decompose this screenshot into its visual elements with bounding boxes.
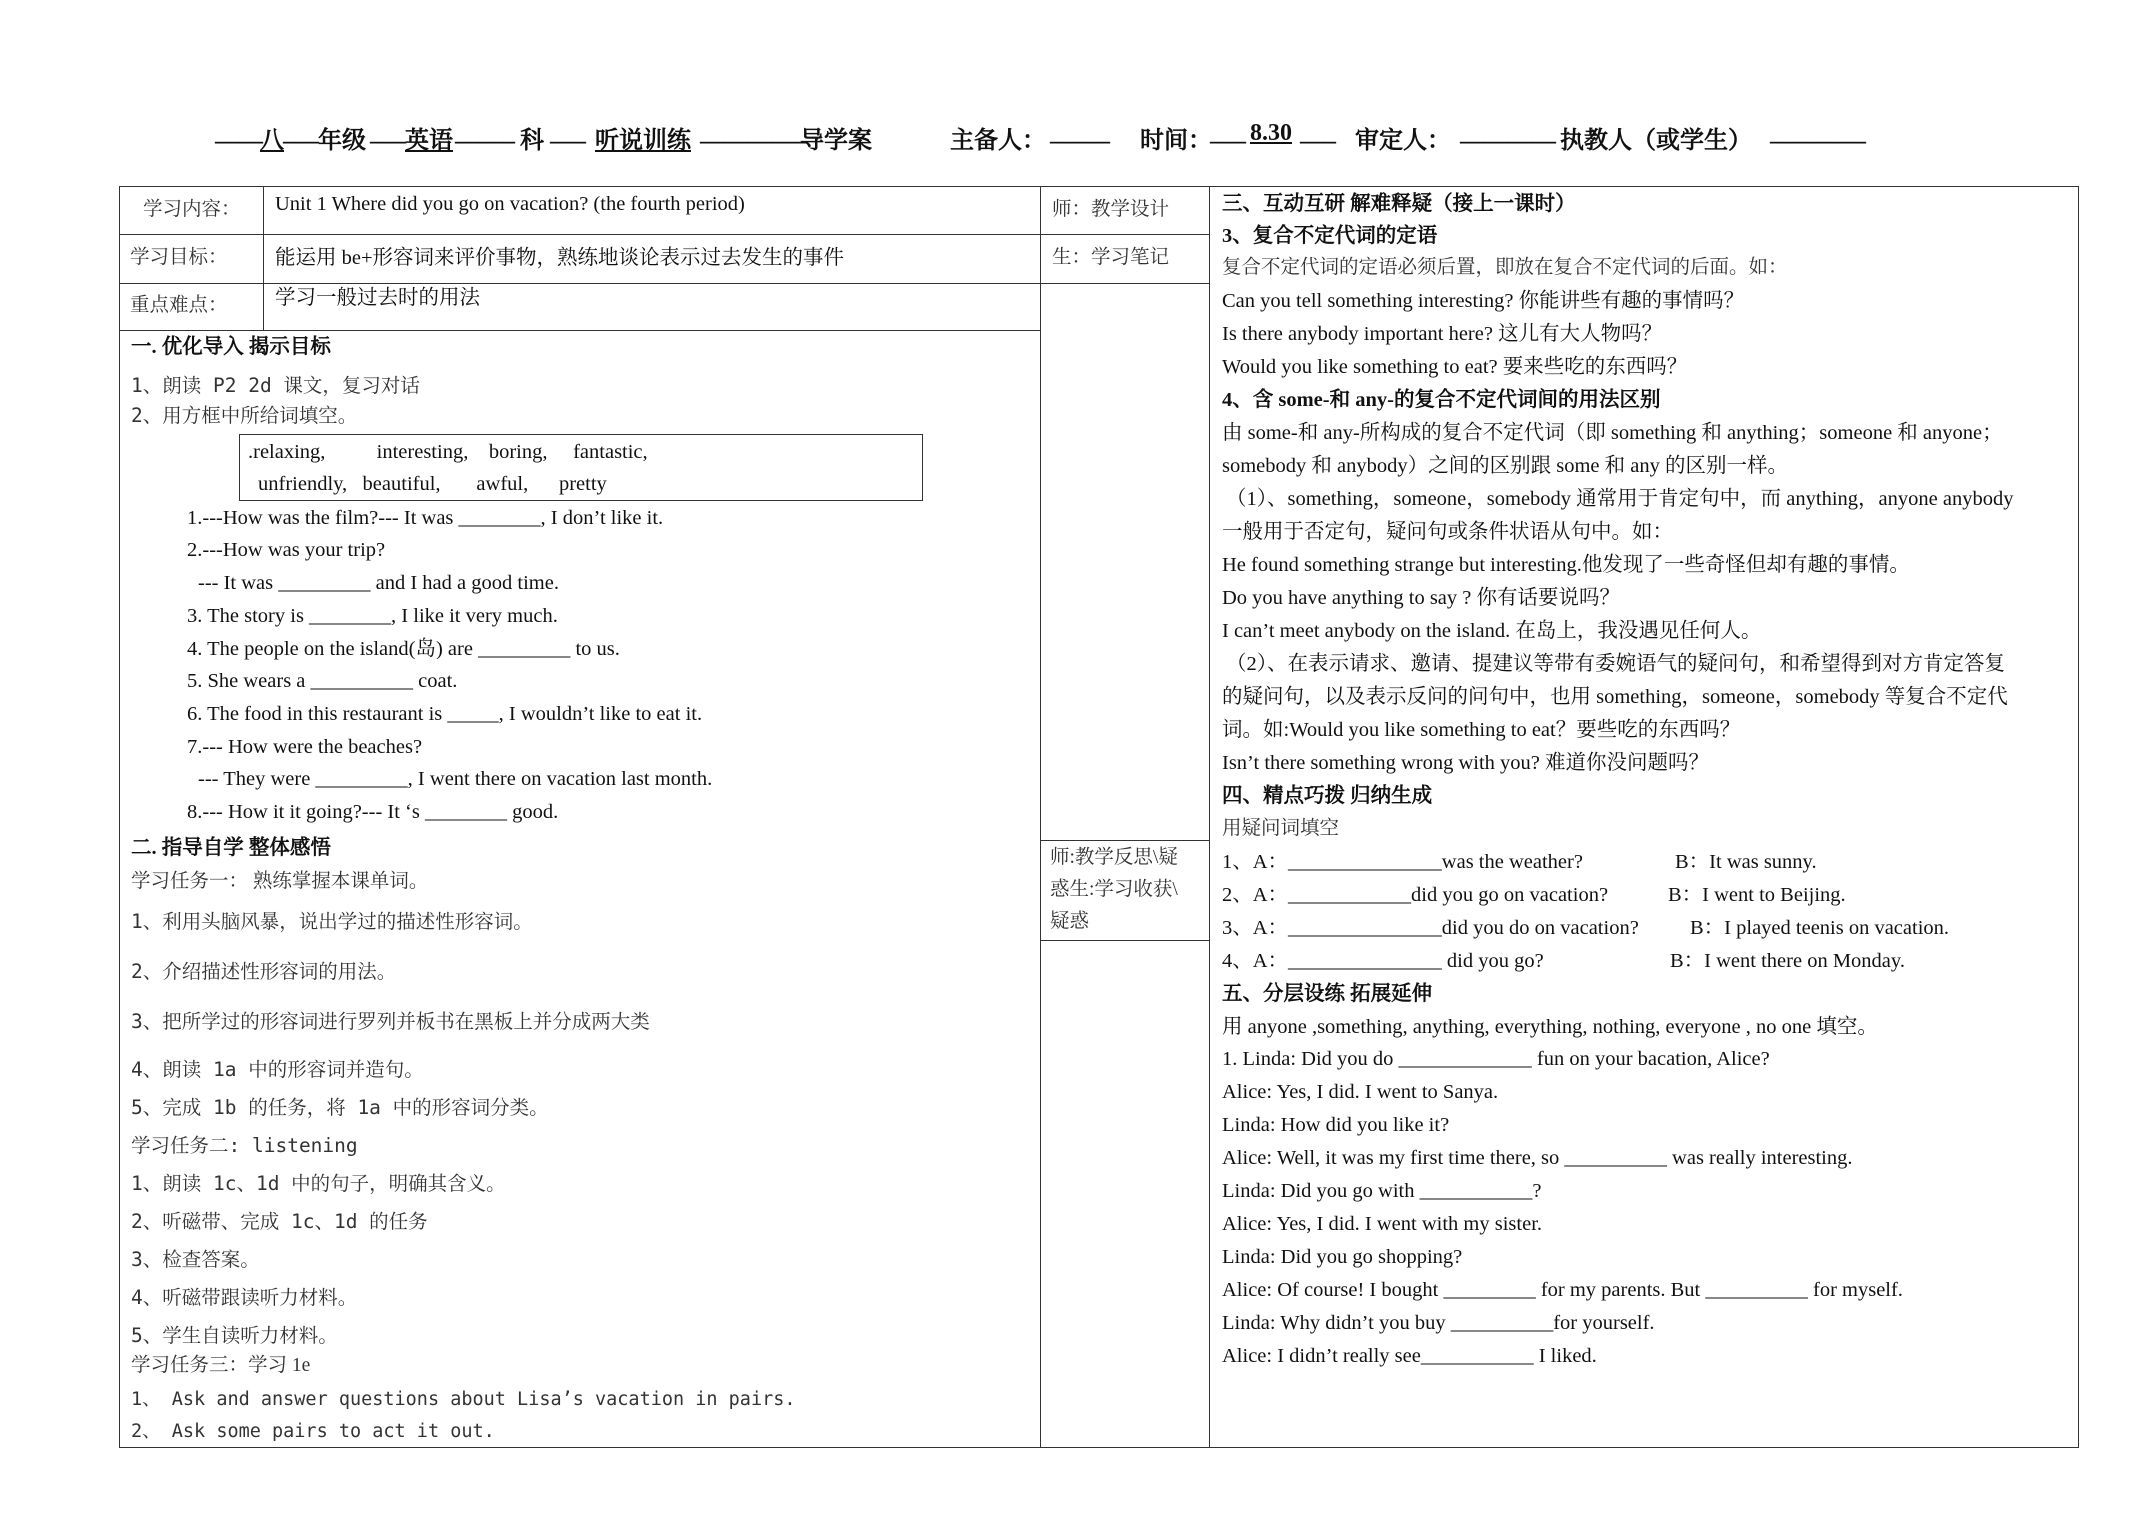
- fill-item: 8.--- How it it going?--- It ‘s ________ good.: [187, 801, 559, 823]
- table-divider: [119, 234, 1209, 235]
- example-line: Would you like something to eat? 要来些吃的东西吗？: [1222, 356, 1688, 378]
- underline-blank: ___: [370, 120, 406, 146]
- question-b: B：I went there on Monday.: [1670, 950, 1905, 972]
- teacher-blank: ________: [1770, 120, 1866, 146]
- student-notes-label: 生：学习笔记: [1052, 247, 1170, 268]
- task-2-item: 1、朗读 1c、1d 中的句子，明确其含义。: [131, 1172, 506, 1195]
- preparer-blank: _____: [1050, 120, 1110, 146]
- word-box-line: unfriendly, beautiful, awful, pretty: [258, 473, 607, 495]
- dialogue-line: Alice: Of course! I bought _________ for my parents. But __________ for myself.: [1222, 1279, 1903, 1301]
- dialogue-line: Alice: I didn’t really see___________ I liked.: [1222, 1345, 1597, 1367]
- fill-item: 3. The story is ________, I like it very much.: [187, 605, 558, 627]
- table-divider: [1040, 940, 1209, 941]
- task-1-title: 学习任务一： 熟练掌握本课单词。: [131, 871, 429, 892]
- question-b: B：It was sunny.: [1675, 851, 1817, 873]
- teacher-design-label: 师：教学设计: [1052, 199, 1170, 220]
- key-label: 重点难点：: [130, 295, 228, 316]
- fill-item: --- They were _________, I went there on vacation last month.: [198, 768, 713, 790]
- dialogue-line: Linda: How did you like it?: [1222, 1114, 1450, 1136]
- explanation-line: 词。如:Would you like something to eat？要些吃的东西吗？: [1222, 719, 1741, 741]
- underline-blank: ____: [215, 120, 263, 146]
- key-value: 学习一般过去时的用法: [275, 287, 480, 309]
- fill-item: 2.---How was your trip?: [187, 539, 386, 561]
- explanation-line: 的疑问句，以及表示反问的问句中，也用 something，someone，somebody 等复合不定代: [1222, 686, 2008, 708]
- explanation-line: 一般用于否定句，疑问句或条件状语从句中。如：: [1222, 521, 1673, 543]
- reflection-label: 师:教学反思\疑: [1050, 847, 1178, 868]
- task-1-item: 4、朗读 1a 中的形容词并造句。: [131, 1058, 424, 1081]
- teacher-label: 执教人（或学生）: [1560, 128, 1752, 154]
- dialogue-line: Alice: Yes, I did. I went with my sister.: [1222, 1213, 1543, 1235]
- table-divider: [119, 330, 1040, 331]
- fill-item: 4. The people on the island(岛) are _________ to us.: [187, 638, 620, 660]
- explanation-line: （2）、在表示请求、邀请、提建议等带有委婉语气的疑问句，和希望得到对方肯定答复: [1226, 653, 2005, 675]
- time-value: 8.30: [1250, 120, 1292, 146]
- fill-item: 7.--- How were the beaches?: [187, 736, 423, 758]
- underline-blank: _________: [700, 120, 808, 146]
- dialogue-line: Linda: Did you go with ___________?: [1222, 1180, 1542, 1202]
- dialogue-line: Alice: Yes, I did. I went to Sanya.: [1222, 1081, 1499, 1103]
- reflection-label: 疑惑: [1050, 911, 1090, 932]
- section-3-title: 三、互动互研 解难释疑（接上一课时）: [1222, 193, 1576, 215]
- task-2-item: 4、听磁带跟读听力材料。: [131, 1286, 358, 1309]
- question-b: B：I played teenis on vacation.: [1690, 917, 1950, 939]
- course-value: 听说训练: [595, 128, 691, 154]
- grade-suffix: 年级: [318, 128, 366, 154]
- underline-blank: ___: [1300, 120, 1336, 146]
- step-2: 2、用方框中所给词填空。: [131, 404, 358, 427]
- table-divider: [1040, 840, 1209, 841]
- grade-value: 八: [260, 128, 284, 154]
- example-line: He found something strange but interesting.他发现了一些奇怪但却有趣的事情。: [1222, 554, 1910, 576]
- subject-suffix: 科: [520, 128, 544, 154]
- task-3-item: 2、 Ask some pairs to act it out.: [131, 1421, 495, 1442]
- underline-blank: ___: [550, 120, 586, 146]
- question-a: 4、A：_______________ did you go?: [1222, 950, 1544, 972]
- goal-label: 学习目标：: [130, 247, 228, 268]
- word-box-line: .relaxing, interesting, boring, fantastic,: [248, 441, 648, 463]
- dialogue-line: Linda: Did you go shopping?: [1222, 1246, 1463, 1268]
- subsection-4-title: 4、含 some-和 any-的复合不定代词间的用法区别: [1222, 389, 1661, 411]
- document-header: [215, 120, 1875, 156]
- example-line: Do you have anything to say ? 你有话要说吗？: [1222, 587, 1620, 609]
- dialogue-line: Alice: Well, it was my first time there, so __________ was really interesting.: [1222, 1147, 1853, 1169]
- explanation-line: 由 some-和 any-所构成的复合不定代词（即 something 和 anything；someone 和 anyone；: [1222, 422, 2003, 444]
- explanation-line: （1）、something，someone，somebody 通常用于肯定句中，而 anything，anyone anybody: [1226, 488, 2014, 510]
- table-divider: [1209, 186, 1210, 1448]
- preparer-label: 主备人：: [950, 128, 1046, 154]
- dialogue-line: 1. Linda: Did you do _____________ fun on your bacation, Alice?: [1222, 1048, 1770, 1070]
- plan-label: 导学案: [800, 128, 872, 154]
- fill-item: 5. She wears a __________ coat.: [187, 670, 458, 692]
- explanation-line: 复合不定代词的定语必须后置，即放在复合不定代词的后面。如：: [1222, 257, 1788, 278]
- fill-item: --- It was _________ and I had a good time.: [198, 572, 559, 594]
- task-1-item: 2、介绍描述性形容词的用法。: [131, 960, 397, 983]
- underline-blank: ___: [1210, 120, 1246, 146]
- table-divider: [1040, 186, 1041, 1448]
- section-1-title: 一. 优化导入 揭示目标: [131, 336, 331, 358]
- time-label: 时间：: [1140, 128, 1212, 154]
- question-a: 1、A：_______________was the weather?: [1222, 851, 1583, 873]
- content-value: Unit 1 Where did you go on vacation? (the fourth period): [275, 193, 745, 215]
- task-3-title: 学习任务三：学习 1e: [131, 1355, 311, 1376]
- example-line: I can’t meet anybody on the island. 在岛上，我没遇见任何人。: [1222, 620, 1762, 642]
- example-line: Can you tell something interesting? 你能讲些有趣的事情吗？: [1222, 290, 1745, 312]
- task-1-item: 1、利用头脑风暴，说出学过的描述性形容词。: [131, 910, 533, 933]
- task-3-item: 1、 Ask and answer questions about Lisa’s vacation in pairs.: [131, 1389, 796, 1410]
- question-a: 3、A：_______________did you do on vacation?: [1222, 917, 1639, 939]
- question-b: B：I went to Beijing.: [1668, 884, 1846, 906]
- subject-value: 英语: [405, 128, 453, 154]
- task-2-item: 2、听磁带、完成 1c、1d 的任务: [131, 1210, 428, 1233]
- section-5-title: 五、分层设练 拓展延伸: [1222, 983, 1433, 1005]
- subsection-3-title: 3、复合不定代词的定语: [1222, 225, 1438, 247]
- underline-blank: ___: [283, 120, 319, 146]
- fill-item: 6. The food in this restaurant is _____, I wouldn’t like to eat it.: [187, 703, 703, 725]
- task-1-item: 3、把所学过的形容词进行罗列并板书在黑板上并分成两大类: [131, 1010, 650, 1033]
- explanation-line: somebody 和 anybody）之间的区别跟 some 和 any 的区别一样。: [1222, 455, 1788, 477]
- dialogue-line: Linda: Why didn’t you buy __________for yourself.: [1222, 1312, 1655, 1334]
- question-a: 2、A：____________did you go on vacation?: [1222, 884, 1609, 906]
- section-5-subtitle: 用 anyone ,something, anything, everything, nothing, everyone , no one 填空。: [1222, 1016, 1878, 1038]
- task-1-item: 5、完成 1b 的任务，将 1a 中的形容词分类。: [131, 1096, 549, 1119]
- section-2-title: 二. 指导自学 整体感悟: [131, 837, 331, 859]
- task-2-item: 3、检查答案。: [131, 1248, 260, 1271]
- underline-blank: _____: [455, 120, 515, 146]
- step-1: 1、朗读 P2 2d 课文，复习对话: [131, 374, 420, 397]
- content-label: 学习内容：: [143, 199, 241, 220]
- reviewer-label: 审定人：: [1355, 128, 1451, 154]
- fill-item: 1.---How was the film?--- It was ________, I don’t like it.: [187, 507, 664, 529]
- task-2-title: 学习任务二: listening: [131, 1134, 358, 1157]
- example-line: Is there anybody important here? 这儿有大人物吗？: [1222, 323, 1663, 345]
- task-2-item: 5、学生自读听力材料。: [131, 1324, 338, 1347]
- section-4-title: 四、精点巧拨 归纳生成: [1222, 785, 1433, 807]
- example-line: Isn’t there something wrong with you? 难道你没问题吗？: [1222, 752, 1710, 774]
- section-4-subtitle: 用疑问词填空: [1222, 818, 1340, 839]
- table-divider: [119, 283, 1209, 284]
- reflection-label: 惑生:学习收获\: [1050, 879, 1178, 900]
- goal-value: 能运用 be+形容词来评价事物，熟练地谈论表示过去发生的事件: [275, 247, 845, 269]
- table-divider: [263, 186, 264, 331]
- reviewer-blank: ________: [1460, 120, 1556, 146]
